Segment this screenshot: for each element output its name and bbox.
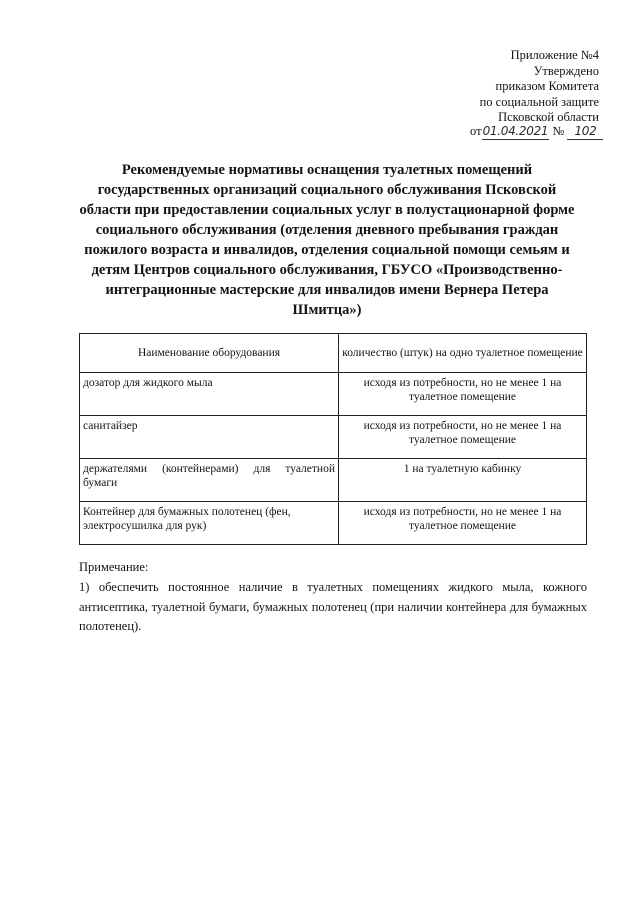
header-quantity: количество (штук) на одно туалетное помещение	[339, 334, 587, 373]
quantity-cell: исходя из потребности, но не менее 1 на туалетное помещение	[339, 502, 587, 545]
document-title: Рекомендуемые нормативы оснащения туалетных помещений государственных организаций социального обслуживания Псковской области при предоставлении социальных услуг в полустационарной форме социального обслуживания (отделения дневного пребывания граждан пожилого возраста и инвалидов, отделения социальной помощи семьям и детям Центров социального обслуживания, ГБУСО «Производственно-интеграционные мастерские для инвалидов имени Вернера Петера Шмитца»)	[79, 162, 575, 318]
table-row	[80, 373, 587, 416]
table-row	[80, 416, 587, 459]
order-date-number	[470, 124, 610, 142]
order-date: 01.04.2021	[482, 124, 549, 138]
quantity-cell: исходя из потребности, но не менее 1 на туалетное помещение	[339, 373, 587, 416]
table-row	[80, 502, 587, 545]
order-number-label: №	[552, 124, 565, 138]
appendix-header	[480, 48, 599, 126]
region-name: Псковской области	[498, 110, 599, 124]
note-title: Примечание:	[79, 560, 149, 574]
equipment-cell: держателями (контейнерами) для туалетной бумаги	[80, 459, 339, 502]
equipment-cell: дозатор для жидкого мыла	[80, 373, 339, 416]
note-text: 1) обеспечить постоянное наличие в туалетных помещениях жидкого мыла, кожного антисептика, туалетной бумаги, бумажных полотенец (при наличии контейнера для бумажных полотенец).	[79, 580, 587, 633]
committee-name: по социальной защите	[479, 94, 599, 109]
order-number: 102	[567, 124, 603, 140]
equipment-table	[79, 333, 587, 545]
equipment-cell: Контейнер для бумажных полотенец (фен, электросушилка для рук)	[80, 502, 339, 545]
table-row	[80, 459, 587, 502]
equipment-cell: санитайзер	[80, 416, 339, 459]
header-equipment-name: Наименование оборудования	[80, 334, 339, 373]
order-of-committee: приказом Комитета	[495, 79, 599, 93]
approved-label: Утверждено	[533, 63, 599, 78]
quantity-cell: исходя из потребности, но не менее 1 на туалетное помещение	[339, 416, 587, 459]
quantity-cell: 1 на туалетную кабинку	[339, 459, 587, 502]
order-prefix: от	[470, 124, 482, 138]
appendix-number: Приложение №4	[510, 48, 599, 62]
table-header-row	[80, 334, 587, 373]
